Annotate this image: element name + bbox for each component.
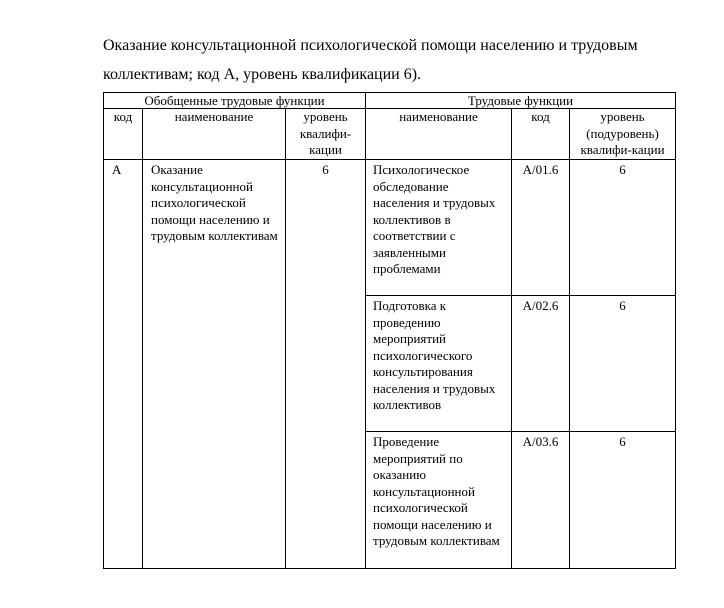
group-header-row [104,93,676,109]
lab-function-name: Психологическое обследование населения и трудовых коллективов в соответствии с заявленными проблемами [366,160,512,296]
lab-function-level: 6 [570,296,676,432]
generalized-functions-header: Обобщенные трудовые функции [104,93,366,109]
intro-paragraph: Оказание консультационной психологической помощи населению и трудовым коллективам; код А, уровень квалификации 6). [103,37,638,83]
gen-code-header: код [104,109,143,160]
lab-function-level: 6 [570,160,676,296]
lab-function-code: A/02.6 [512,296,570,432]
lab-function-code: A/03.6 [512,432,570,569]
gen-level-header: уровень квалифи-кации [286,109,366,160]
lab-function-name: Проведение мероприятий по оказанию консультационной психологической помощи населению и трудовым коллективам [366,432,512,569]
lab-code-header: код [512,109,570,160]
gen-function-code: А [104,160,143,569]
table-row [104,160,676,296]
column-header-row [104,109,676,160]
labor-functions-header: Трудовые функции [366,93,676,109]
lab-function-level: 6 [570,432,676,569]
lab-function-code: A/01.6 [512,160,570,296]
lab-function-name: Подготовка к проведению мероприятий психологического консультирования населения и трудовых коллективов [366,296,512,432]
gen-function-level: 6 [286,160,366,569]
gen-name-header: наименование [143,109,286,160]
gen-function-name: Оказание консультационной психологической помощи населению и трудовым коллективам [143,160,286,569]
lab-name-header: наименование [366,109,512,160]
functions-table [103,92,676,569]
lab-level-header: уровень (подуровень) квалифи-кации [570,109,676,160]
